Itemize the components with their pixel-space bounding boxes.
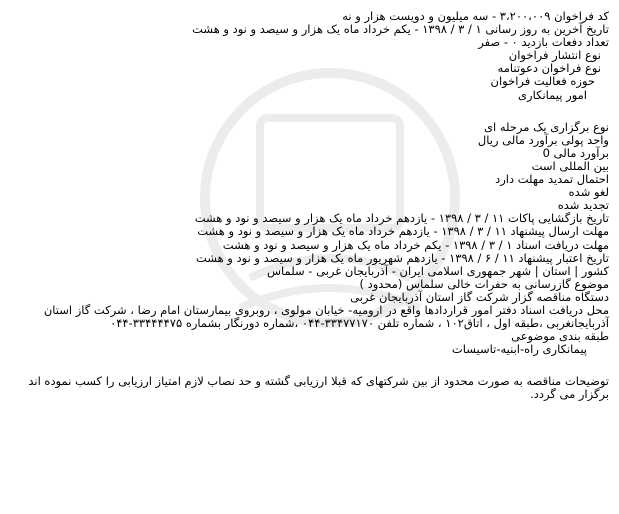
description: توضیحات مناقصه به صورت محدود از بین شرکتهای که قبلا ارزیابی گشته و حد نصاب لازم امتیاز ارزیابی را کسب نموده اند برگزار می گردد.: [28, 374, 609, 402]
activity-area-value: امور پیمانکاری: [518, 87, 587, 102]
currency-unit: واحد پولی برآورد مالی ریال: [477, 132, 609, 147]
document-receipt-place: محل دریافت اسناد دفتر امور قراردادها واقع در ارومیه- خیابان مولوی ، روبروی بیمارستان امام رضا ، شرکت گاز استان آذربایجانغربی ،طبقه اول ، اتاق۱۰۲ ، شماره تلفن ۳۳۴۷۷۱۷۰-۰۴۴ ،شماره دورنگار بشماره ۳۳۴۴۴۴۷۵-۰۴۴: [43, 302, 609, 331]
tender-code: کد فراخوان ۳،۲۰۰،۰۰۹ - سه میلیون و دویست هزار و نه: [342, 9, 609, 23]
cancelled-status: لغو شده: [568, 185, 609, 200]
subject-classification-value: پیمانکاری راه-ابنیه-تاسیسات: [451, 342, 587, 357]
bid-submission-deadline: مهلت ارسال پیشنهاد ۱۱ / ۳ / ۱۳۹۸ - یازدهم خرداد ماه یک هزار و سیصد و نود و هشت: [197, 224, 609, 239]
holding-type: نوع برگزاری یک مرحله ای: [483, 119, 609, 134]
tender-type: نوع فراخوان دعوتنامه: [497, 61, 601, 76]
international-status: بین المللی است: [531, 158, 609, 173]
activity-area-label: حوزه فعالیت فراخوان: [490, 74, 595, 89]
bid-validity-date: تاریخ اعتبار پیشنهاد ۱۱ / ۶ / ۱۳۹۸ - یازدهم شهریور ماه یک هزار و سیصد و نود و هشت: [196, 250, 609, 265]
location: کشور | استان | شهر جمهوری اسلامی ایران - آذربایجان غربی - سلماس: [267, 263, 609, 278]
financial-estimate: برآورد مالی 0: [542, 145, 609, 160]
view-count: تعداد دفعات بازدید ۰ - صفر: [478, 35, 609, 50]
subject: موضوع گازرسانی به حفرات خالی سلماس (محدود ): [359, 276, 609, 291]
tender-document: [8, 10, 609, 402]
publication-type: نوع انتشار فراخوان: [508, 48, 601, 63]
subject-classification-label: طبقه بندی موضوعی: [511, 329, 609, 344]
document-receipt-deadline: مهلت دریافت اسناد ۱ / ۳ / ۱۳۹۸ - یکم خرداد ماه یک هزار و سیصد و نود و هشت: [222, 237, 609, 252]
last-update-date: تاریخ آخرین به روز رسانی ۱ / ۳ / ۱۳۹۸ - یکم خرداد ماه یک هزار و سیصد و نود و هشت: [192, 22, 609, 37]
extension-possibility: احتمال تمدید مهلت دارد: [495, 172, 609, 187]
envelope-opening-date: تاریخ بازگشایی پاکات ۱۱ / ۳ / ۱۳۹۸ - یازدهم خرداد ماه یک هزار و سیصد و نود و هشت: [194, 211, 609, 226]
tendering-organization: دستگاه مناقصه گزار شرکت گاز استان آذربایجان غربی: [350, 289, 609, 304]
renewed-status: تجدید شده: [557, 198, 609, 213]
